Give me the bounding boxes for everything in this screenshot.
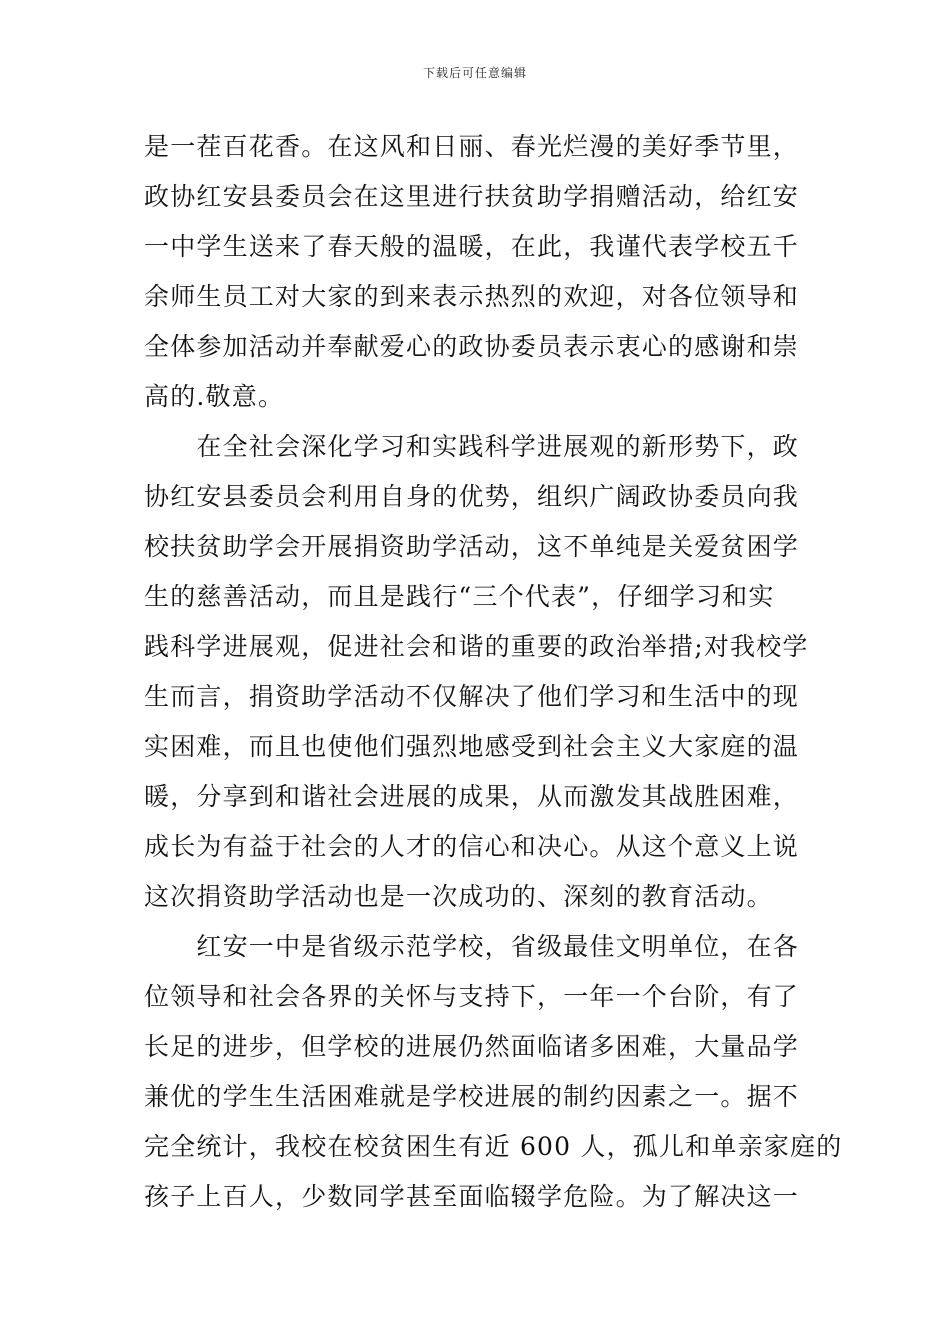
text-line: 成长为有益于社会的人才的信心和决心。从这个意义上说 <box>144 832 800 861</box>
text-line: 这次捐资助学活动也是一次成功的、深刻的教育活动。 <box>144 882 773 911</box>
page-header-note: 下载后可任意编辑 <box>422 66 527 80</box>
text-line: 全体参加活动并奉献爱心的政协委员表示衷心的感谢和崇 <box>144 332 800 361</box>
text-line: 完全统计，我校在校贫困生有近 600 人，孤儿和单亲家庭的 <box>144 1132 843 1161</box>
text-line: 协红安县委员会利用自身的优势，组织广阔政协委员向我 <box>144 482 800 511</box>
text-line: 长足的进步，但学校的进展仍然面临诸多困难，大量品学 <box>144 1032 800 1061</box>
text-line: 高的.敬意。 <box>144 382 285 411</box>
text-line: 校扶贫助学会开展捐资助学活动，这不单纯是关爱贫困学 <box>144 532 800 561</box>
text-line: 红安一中是省级示范学校，省级最佳文明单位，在各 <box>144 932 800 961</box>
text-line: 一中学生送来了春天般的温暖，在此，我谨代表学校五千 <box>144 232 800 261</box>
text-line: 兼优的学生生活困难就是学校进展的制约因素之一。据不 <box>144 1082 800 1111</box>
text-line: 位领导和社会各界的关怀与支持下，一年一个台阶，有了 <box>144 982 800 1011</box>
text-line: 生的慈善活动，而且是践行“三个代表”，仔细学习和实 <box>144 582 775 611</box>
text-line: 政协红安县委员会在这里进行扶贫助学捐赠活动，给红安 <box>144 182 800 211</box>
document-body <box>144 122 843 1222</box>
text-line: 暖，分享到和谐社会进展的成果，从而激发其战胜困难， <box>144 782 800 811</box>
text-line: 生而言，捐资助学活动不仅解决了他们学习和生活中的现 <box>144 682 800 711</box>
text-line: 实困难，而且也使他们强烈地感受到社会主义大家庭的温 <box>144 732 800 761</box>
text-line: 践科学进展观，促进社会和谐的重要的政治举措;对我校学 <box>144 632 809 661</box>
text-line: 是一茬百花香。在这风和日丽、春光烂漫的美好季节里， <box>144 132 800 161</box>
text-line: 余师生员工对大家的到来表示热烈的欢迎，对各位领导和 <box>144 282 800 311</box>
text-line: 在全社会深化学习和实践科学进展观的新形势下，政 <box>144 432 800 461</box>
text-line: 孩子上百人，少数同学甚至面临辍学危险。为了解决这一 <box>144 1182 800 1211</box>
